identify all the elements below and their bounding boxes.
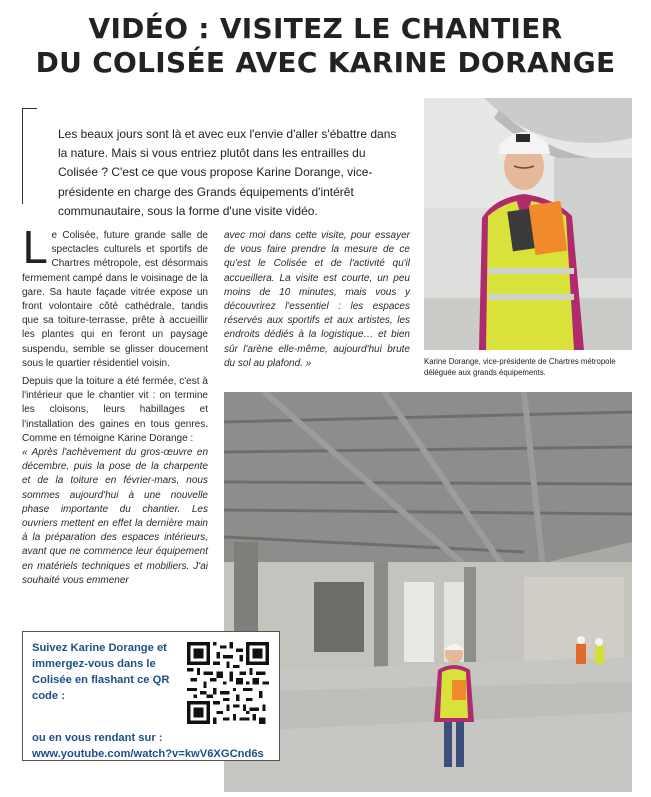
qr-link-block: [32, 730, 277, 762]
construction-site-photo: [224, 392, 632, 792]
article-title: [0, 12, 651, 80]
qr-code-icon[interactable]: [187, 642, 269, 724]
qr-invitation-text: [32, 640, 192, 704]
article-paragraph-2: Depuis que la toiture a été fermée, c'est à l'intérieur que le chantier vit : on termine les cloisons, leurs habillages et l'installation des gaines en tous genres. Comme en témoigne Karine Dorange :: [22, 376, 208, 444]
qr-code-box: [22, 631, 280, 761]
title-line-1: VIDÉO : VISITEZ LE CHANTIER: [88, 12, 563, 45]
article-column-1: [22, 223, 208, 588]
photo-caption: Karine Dorange, vice-présidente de Chartres métropole déléguée aux grands équipements.: [424, 357, 616, 377]
article-column-2: [224, 229, 410, 371]
intro-paragraph: Les beaux jours sont là et avec eux l'envie d'aller s'ébattre dans la nature. Mais si vous entriez plutôt dans les entrailles du Colisée ? C'est ce que vous propose Karine Dorange, vice-présidente en charge des Grands équipements d'intérêt communautaire, sous la forme d'une visite vidéo.: [58, 127, 397, 218]
intro-bracket: [22, 108, 37, 204]
article-quote-part-2: avec moi dans cette visite, pour essayer de vous faire prendre la mesure de ce qu'est le Colisée et de l'activité qu'il accueillera. La visite est courte, un peu moins de 10 minutes, mais vous y découvrirez l'essentiel : les espaces réservés aux sportifs et aux artistes, les endroits dédiés à la logistique… et bien sûr l'arène elle-même, aujourd'hui brute du sol au plafond. »: [224, 230, 410, 369]
qr-instruction: Suivez Karine Dorange et immergez-vous dans le Colisée en flashant ce QR code :: [32, 642, 170, 702]
portrait-photo: [424, 98, 632, 350]
drop-cap: L: [22, 223, 47, 274]
or-visit-text: ou en vous rendant sur :: [32, 732, 163, 744]
title-line-2: DU COLISÉE AVEC KARINE DORANGE: [35, 46, 616, 79]
article-paragraph-1: e Colisée, future grande salle de spectacles culturels et sportifs de Chartres métropole, est désormais fermement campé dans le voisinage de la gare. Sa haute façade vitrée expose un front volontaire côté cathédrale, tandis que sa toiture-terrasse, prête à accueillir les plantes qui en feront un paysage suspendu, semble se glisser doucement sous le quartier résidentiel voisin.: [22, 230, 208, 369]
article-quote-part-1: « Après l'achèvement du gros-œuvre en décembre, puis la pose de la charpente et de la toiture en février-mars, nous sommes aujourd'hui à une nouvelle phase importante du chantier. Les ouvriers mettent en effet la dernière main à la préparation des espaces intérieurs, avant que ne commence leur équipement en matériels techniques et mobiliers. J'ai souhaité vous emmener: [22, 447, 208, 586]
youtube-link[interactable]: www.youtube.com/watch?v=kwV6XGCnd6s: [32, 748, 264, 760]
